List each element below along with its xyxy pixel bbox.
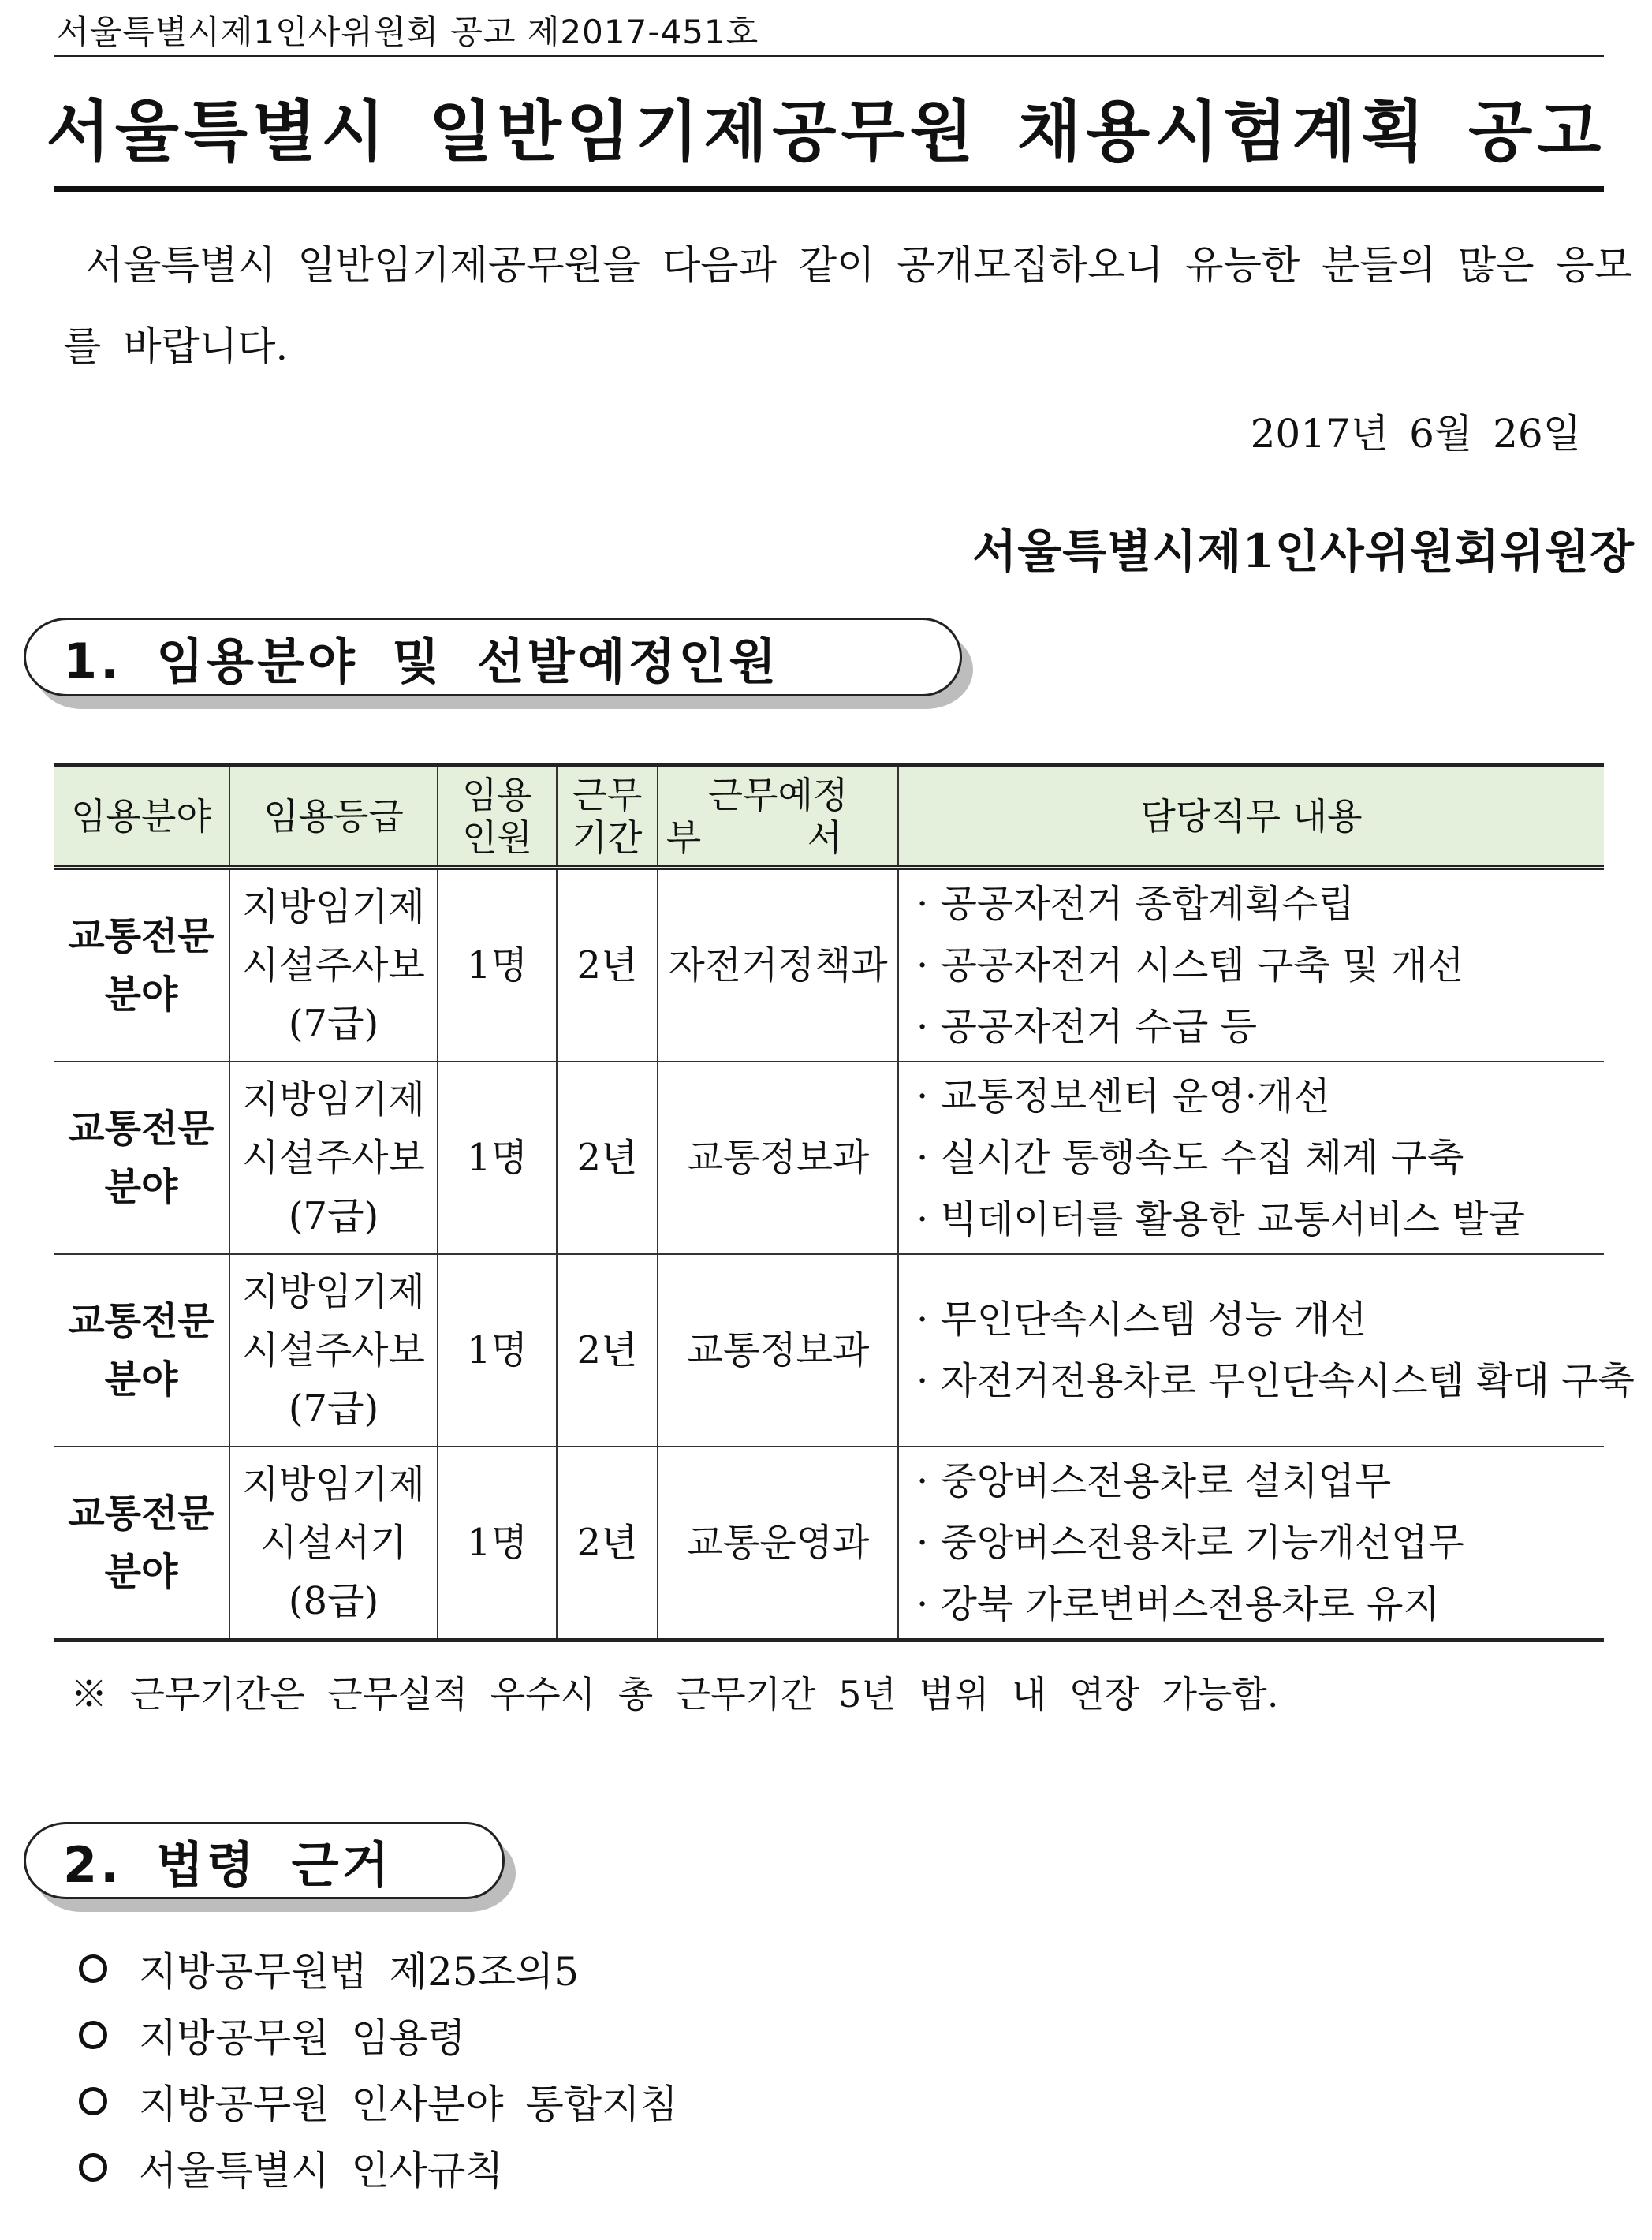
cell-dept: 교통운영과 [658,1447,898,1641]
duty-item: · 공공자전거 수급 등 [916,1005,1257,1049]
header-period-line2: 기간 [572,816,643,859]
cell-period: 2년 [557,1447,658,1641]
header-divider [54,55,1604,57]
grade-line3: (7급) [288,1002,379,1046]
table-footnote: ※ 근무기간은 근무실적 우수시 총 근무기간 5년 범위 내 연장 가능함. [71,1673,1279,1715]
section2-heading-box [24,1822,505,1899]
header-duties: 담당직무 내용 [898,766,1604,868]
duty-item: · 교통정보센터 운영·개선 [916,1074,1330,1118]
section2-heading: 2. 법령 근거 [63,1835,393,1894]
grade-line2: 시설주사보 [242,1136,425,1180]
header-count-line1: 임용 [462,774,532,816]
cell-duties [898,1254,1635,1447]
header-dept [658,766,898,868]
grade-line2: 시설주사보 [242,943,425,987]
cell-field [54,1254,229,1447]
cell-count: 1명 [438,1254,557,1447]
grade-line1: 지방임기제 [242,885,425,929]
notice-date: 2017년 6월 26일 [1250,411,1581,457]
cell-count: 1명 [438,868,557,1062]
cell-period: 2년 [557,868,658,1062]
title-divider [54,186,1604,192]
duty-item: · 빅데이터를 활용한 교통서비스 발굴 [916,1197,1525,1241]
duty-item: · 자전거전용차로 무인단속시스템 확대 구축 [916,1359,1635,1403]
list-item-text: 지방공무원 인사분야 통합지침 [139,2081,678,2127]
header-dept-line2: 부 서 [666,816,890,859]
page-title: 서울특별시 일반임기제공무원 채용시험계획 공고 [46,93,1606,170]
cell-grade [229,1062,438,1254]
header-count-line2: 인원 [462,816,532,859]
table-row [54,1062,1604,1254]
duty-item: · 공공자전거 시스템 구축 및 개선 [916,943,1464,987]
cell-count: 1명 [438,1062,557,1254]
cell-duties [898,1062,1604,1254]
circle-bullet-icon [79,2153,107,2182]
grade-line1: 지방임기제 [242,1462,425,1506]
header-period [557,766,658,868]
cell-grade [229,1254,438,1447]
notice-number: 서울특별시제1인사위원회 공고 제2017-451호 [57,13,759,51]
circle-bullet-icon [79,1954,107,1983]
field-line2: 분야 [104,973,178,1017]
table-row [54,868,1604,1062]
intro-paragraph: 서울특별시 일반임기제공무원을 다음과 같이 공개모집하오니 유능한 분들의 많은 응모를 바랍니다. [63,242,1632,369]
list-item [79,1936,678,2002]
grade-line3: (7급) [288,1194,379,1238]
field-line1: 교통전문 [68,1107,214,1151]
list-item [79,2002,678,2068]
recruitment-table [54,763,1635,1642]
field-line2: 분야 [104,1357,178,1402]
header-dept-line1: 근무예정 [707,774,848,816]
cell-period: 2년 [557,1062,658,1254]
cell-period: 2년 [557,1254,658,1447]
section1-heading: 1. 임용분야 및 선발예정인원 [63,632,780,690]
list-item [79,2134,678,2201]
cell-duties [898,868,1604,1062]
list-item-text: 서울특별시 인사규칙 [139,2148,504,2193]
header-field: 임용분야 [54,766,229,868]
field-line1: 교통전문 [68,1299,214,1343]
cell-count: 1명 [438,1447,557,1641]
cell-dept: 자전거정책과 [658,868,898,1062]
duty-item: · 무인단속시스템 성능 개선 [916,1297,1367,1342]
cell-dept: 교통정보과 [658,1062,898,1254]
field-line2: 분야 [104,1165,178,1209]
grade-line2: 시설서기 [260,1521,407,1565]
field-line1: 교통전문 [68,914,214,958]
cell-field [54,1447,229,1641]
cell-field [54,1062,229,1254]
duty-item: · 강북 가로변버스전용차로 유지 [916,1582,1440,1626]
section1-heading-box [24,618,962,696]
field-line2: 분야 [104,1550,178,1594]
cell-grade [229,868,438,1062]
duty-item: · 공공자전거 종합계획수립 [916,882,1355,926]
duty-item: · 실시간 통행속도 수집 체계 구축 [916,1136,1464,1180]
circle-bullet-icon [79,2087,107,2115]
circle-bullet-icon [79,2021,107,2049]
table-row [54,1254,1604,1447]
grade-line1: 지방임기제 [242,1077,425,1122]
grade-line2: 시설주사보 [242,1328,425,1372]
header-grade: 임용등급 [229,766,438,868]
cell-field [54,868,229,1062]
list-item-text: 지방공무원법 제25조의5 [139,1949,580,1995]
field-line1: 교통전문 [68,1491,214,1536]
header-period-line1: 근무 [572,774,643,816]
issuer-name: 서울특별시제1인사위원회위원장 [972,525,1635,578]
cell-dept: 교통정보과 [658,1254,898,1447]
grade-line3: (8급) [288,1579,379,1623]
table-header-row [54,766,1604,868]
cell-duties [898,1447,1604,1641]
legal-basis-list [79,1936,678,2201]
header-count [438,766,557,868]
grade-line3: (7급) [288,1387,379,1431]
cell-grade [229,1447,438,1641]
table-row [54,1447,1604,1641]
duty-item: · 중앙버스전용차로 기능개선업무 [916,1521,1464,1565]
list-item-text: 지방공무원 임용령 [139,2015,466,2061]
list-item [79,2068,678,2134]
grade-line1: 지방임기제 [242,1270,425,1314]
duty-item: · 중앙버스전용차로 설치업무 [916,1459,1392,1503]
